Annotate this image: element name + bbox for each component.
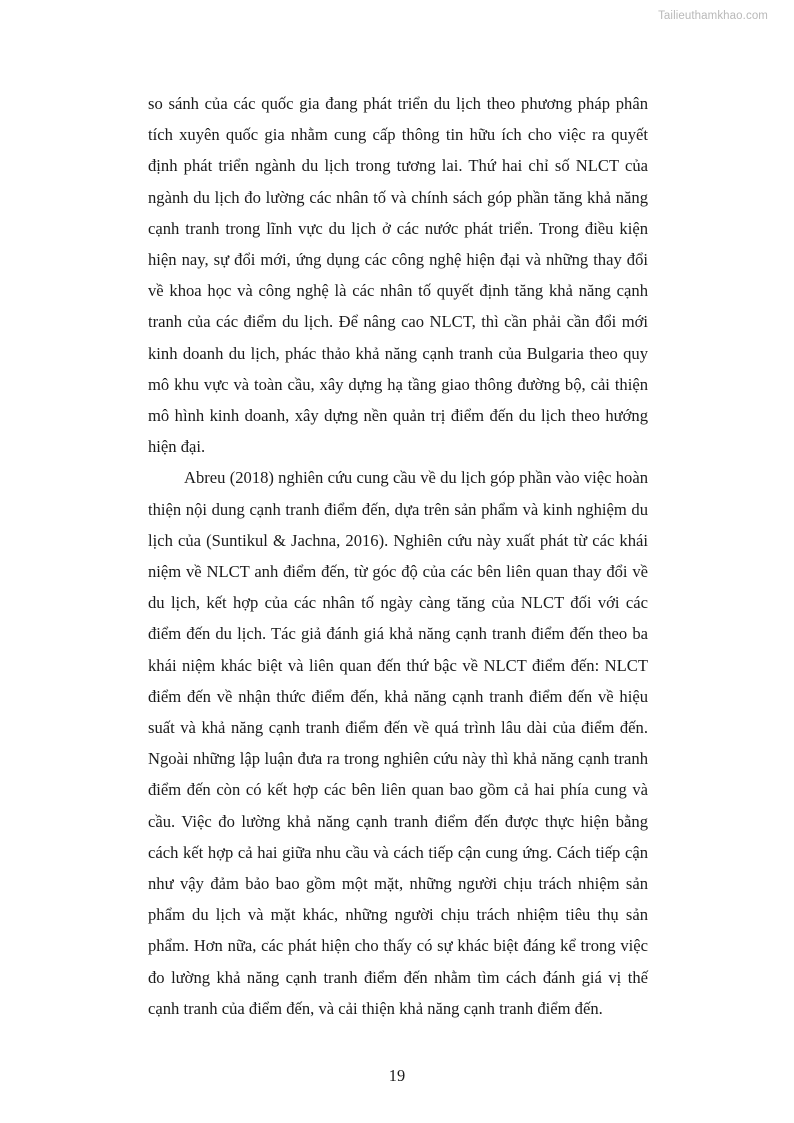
- body-paragraph-2: Abreu (2018) nghiên cứu cung cầu về du lịch góp phần vào việc hoàn thiện nội dung cạnh tranh điểm đến, dựa trên sản phẩm và kinh nghiệm du lịch của (Suntikul & Jachna, 2016). Nghiên cứu này xuất phát từ các khái niệm về NLCT anh điểm đến, từ góc độ của các bên liên quan thay đổi về du lịch, kết hợp của các nhân tố ngày càng tăng của NLCT đối với các điểm đến du lịch. Tác giả đánh giá khả năng cạnh tranh điểm đến theo ba khái niệm khác biệt và liên quan đến thứ bậc về NLCT điểm đến: NLCT điểm đến về nhận thức điểm đến, khả năng cạnh tranh điểm đến về hiệu suất và khả năng cạnh tranh điểm đến về quá trình lâu dài của điểm đến. Ngoài những lập luận đưa ra trong nghiên cứu này thì khả năng cạnh tranh điểm đến còn có kết hợp các bên liên quan bao gồm cả hai phía cung và cầu. Việc đo lường khả năng cạnh tranh điểm đến được thực hiện bằng cách kết hợp cả hai giữa nhu cầu và cách tiếp cận cung ứng. Cách tiếp cận như vậy đảm bảo bao gồm một mặt, những người chịu trách nhiệm sản phẩm du lịch và mặt khác, những người chịu trách nhiệm tiêu thụ sản phẩm. Hơn nữa, các phát hiện cho thấy có sự khác biệt đáng kể trong việc đo lường khả năng cạnh tranh điểm đến nhằm tìm cách đánh giá vị thế cạnh tranh của điểm đến, và cải thiện khả năng cạnh tranh điểm đến.: [148, 468, 648, 1018]
- body-paragraph-1: so sánh của các quốc gia đang phát triển du lịch theo phương pháp phân tích xuyên quốc gia nhằm cung cấp thông tin hữu ích cho việc ra quyết định phát triển ngành du lịch trong tương lai. Thứ hai chỉ số NLCT của ngành du lịch đo lường các nhân tố và chính sách góp phần tăng khả năng cạnh tranh trong lĩnh vực du lịch ở các nước phát triển. Trong điều kiện hiện nay, sự đổi mới, ứng dụng các công nghệ hiện đại và những thay đổi về khoa học và công nghệ là các nhân tố quyết định tăng khả năng cạnh tranh của các điểm du lịch. Để nâng cao NLCT, thì cần phải cần đổi mới kinh doanh du lịch, phác thảo khả năng cạnh tranh của Bulgaria theo quy mô khu vực và toàn cầu, xây dựng hạ tầng giao thông đường bộ, cải thiện mô hình kinh doanh, xây dựng nền quản trị điểm đến du lịch theo hướng hiện đại.: [148, 94, 648, 457]
- page-number: 19: [388, 1066, 406, 1085]
- watermark-text: Tailieuthamkhao.com: [658, 10, 768, 22]
- page-body: [148, 88, 648, 1024]
